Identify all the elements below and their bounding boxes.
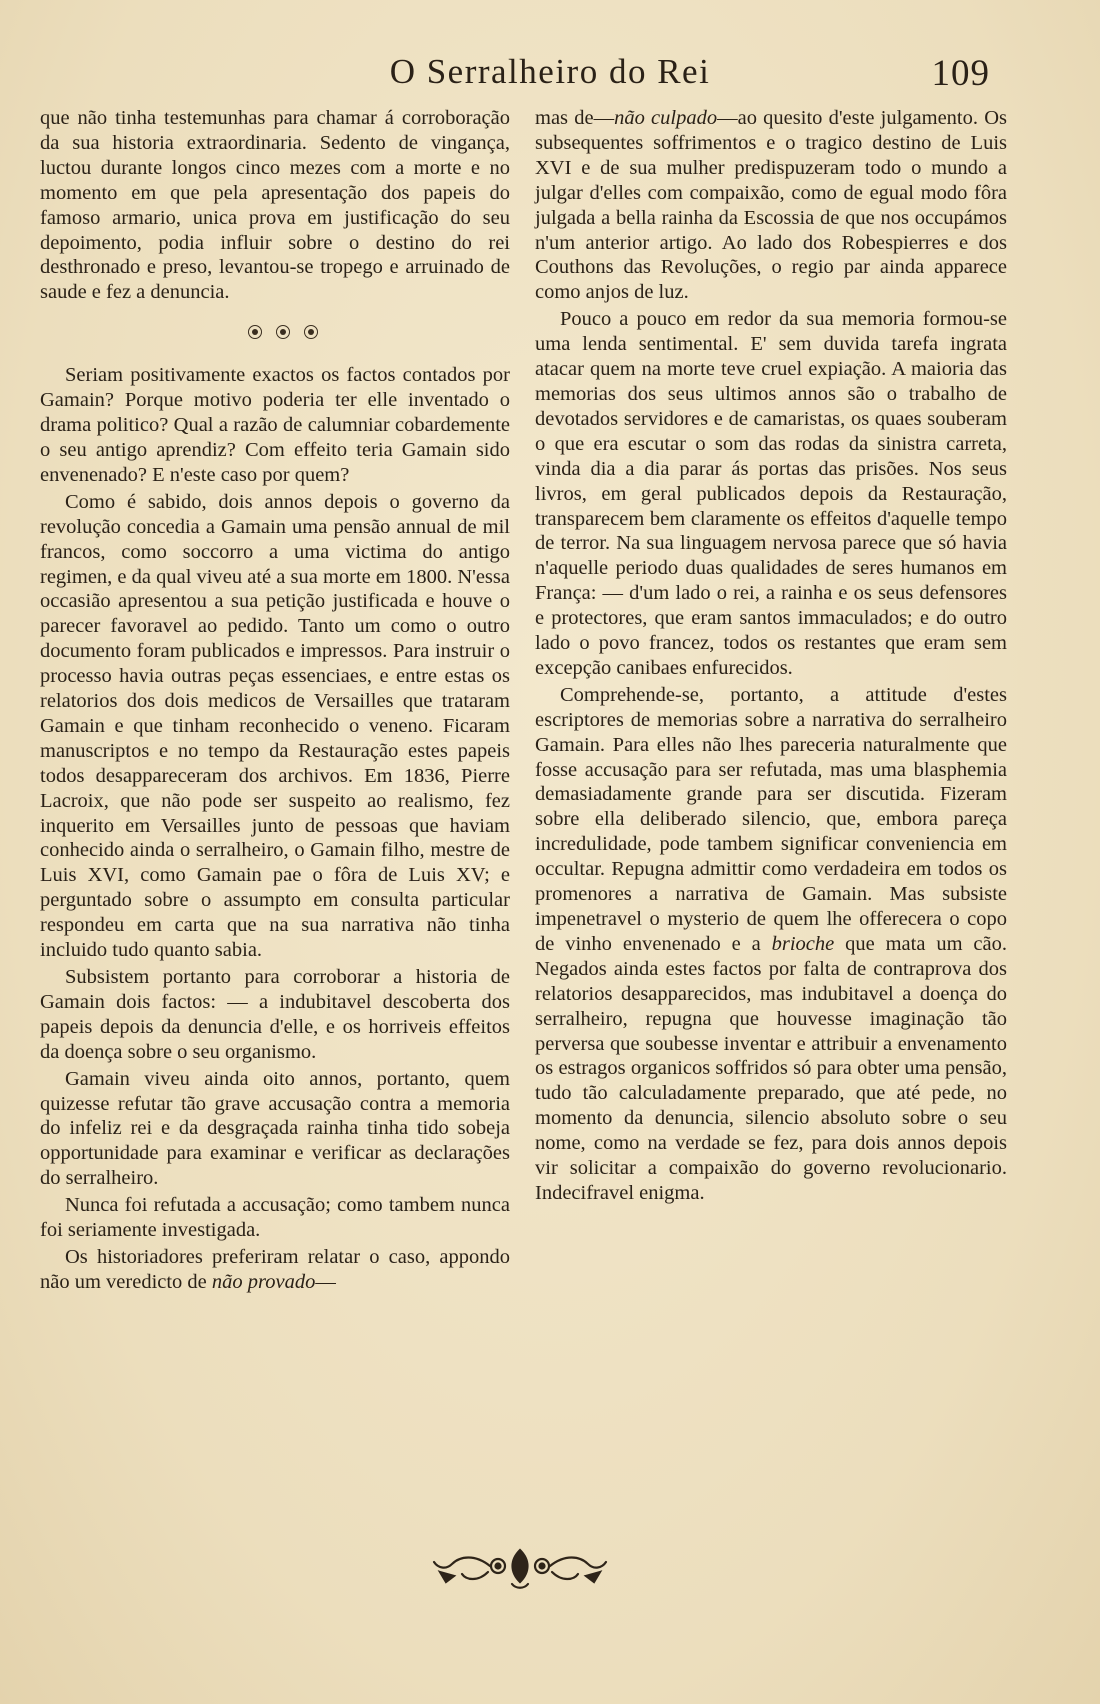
running-head xyxy=(0,52,1100,100)
paragraph: Gamain viveu ainda oito annos, portanto, quem quizesse refutar tão grave accusação contra a memoria do infeliz rei e da desgraçada rainha tinha tido sobeja opportunidade para examinar e verificar as declarações do serralheiro. xyxy=(40,1067,510,1190)
section-break-ornament xyxy=(40,325,510,339)
paragraph: Subsistem portanto para corroborar a historia de Gamain dois factos: — a indubitavel descoberta dos papeis depois da denuncia d'elle, e os horriveis effeitos da doença sobre o seu organismo. xyxy=(40,966,510,1063)
paragraph: Os historiadores preferiram relatar o caso, appondo não um veredicto de não provado— xyxy=(40,1245,510,1293)
paragraph: Nunca foi refutada a accusação; como tambem nunca foi seriamente investigada. xyxy=(40,1194,510,1242)
paragraph: Seriam positivamente exactos os factos contados por Gamain? Porque motivo poderia ter elle inventado o drama politico? Qual a razão de calumniar cobardemente o seu antigo aprendiz? Com effeito teria Gamain sido envenenado? E n'este caso por quem? xyxy=(40,364,510,486)
paragraph: Comprehende-se, portanto, a attitude d'estes escriptores de memorias sobre a narrativa do serralheiro Gamain. Para elles não lhes pareceria naturalmente que fosse accusação para ser refutada, mas uma blasphemia demasiadamente grande para ser discutida. Fizeram sobre ella deliberado silencio, que, embora pareça incredulidade, pode tambem significar conveniencia em occultar. Repugna admittir como verdadeira em todos os promenores a narrativa de Gamain. Mas subsiste impenetravel o mysterio de quem lhe offerecera o copo de vinho envenenado e a brioche que mata um cão. Negados ainda estes factos por falta de contraprova dos relatorios desapparecidos, mas indubitavel a doença do serralheiro, repugna que houvesse imaginação tão perversa que soubesse inventar e attribuir a envenamento os estragos organicos soffridos só para obter uma pensão, tudo tão calculadamente preparado, que até pede, no momento da denuncia, silencio absoluto sobre o seu nome, como na verdade se fez, para dois annos depois vir solicitar a compaixão do governo revolucionario. Indecifravel enigma. xyxy=(535,683,1007,1204)
paragraph: Como é sabido, dois annos depois o governo da revolução concedia a Gamain uma pensão annual de mil francos, como soccorro a uma victima do antigo regimen, e da qual viveu até a sua morte em 1800. N'essa occasião apresentou a sua petição justificada e houve o parecer favoravel ao pedido. Tanto um como o outro documento foram publicados e impressos. Para instruir o processo havia outras peças essenciaes, e entre estas os relatorios dos dois medicos de Versailles que trataram Gamain e que tinham reconhecido o veneno. Ficaram manuscriptos e no tempo da Restauração estes papeis todos desappareceram dos archivos. Em 1836, Pierre Lacroix, que não pode ser suspeito ao realismo, fez inquerito em Versailles junto de pessoas que haviam conhecido ainda o serralheiro, o Gamain filho, mestre de Luis XVI, como Gamain pae o fôra de Luis XV; e perguntado sobre o assumpto em consulta particular respondeu em carta que na sua narrativa não tinha incluido tudo quanto sabia. xyxy=(40,490,510,962)
book-title: O Serralheiro do Rei xyxy=(389,52,711,91)
paragraph: mas de—não culpado—ao quesito d'este julgamento. Os subsequentes soffrimentos e o tragico destino de Luis XVI e de sua mulher predispuzeram todo o mundo a julgar d'elles com compaixão, como de egual modo fôra julgada a bella rainha da Escossia de que nos occupámos n'um anterior artigo. Ao lado dos Robespierres e dos Couthons das Revoluções, o regio par ainda apparece como anjos de luz. xyxy=(535,107,1007,304)
page-number: 109 xyxy=(931,53,990,94)
right-text-column xyxy=(535,106,1007,1206)
paragraph: que não tinha testemunhas para chamar á corroboração da sua historia extraordinaria. Sedento de vingança, luctou durante longos cinco mezes com a morte e no momento em que pela apresentação dos papeis do famoso armario, unica prova em justificação do seu depoimento, podia influir sobre o destino do rei desthronado e preso, levantou-se tropego e arruinado de saude e fez a denuncia. xyxy=(40,107,510,304)
flower-ornament-icon xyxy=(276,325,290,339)
flower-ornament-icon xyxy=(304,325,318,339)
left-text-column xyxy=(40,106,510,1295)
flower-ornament-icon xyxy=(248,325,262,339)
ornamental-tailpiece xyxy=(430,1542,610,1592)
paragraph: Pouco a pouco em redor da sua memoria formou-se uma lenda sentimental. E' sem duvida tarefa ingrata atacar quem na morte teve cruel expiação. A maioria das memorias dos seus ultimos annos são o trabalho de devotados servidores e de camaristas, os quaes souberam o que era escutar o som das rodas da sinistra carreta, vinda dia a dia parar ás portas das prisões. Nos seus livros, em geral publicados depois da Restauração, transparecem bem claramente os effeitos d'aquelle tempo de terror. Na sua linguagem nervosa parece que só havia n'aquelle periodo duas qualidades de seres humanos em França: — d'um lado o rei, a rainha e os seus defensores e protectores, que eram santos immaculados; e do outro lado o povo francez, todos os restantes que eram sem excepção canibaes enfurecidos. xyxy=(535,308,1007,679)
